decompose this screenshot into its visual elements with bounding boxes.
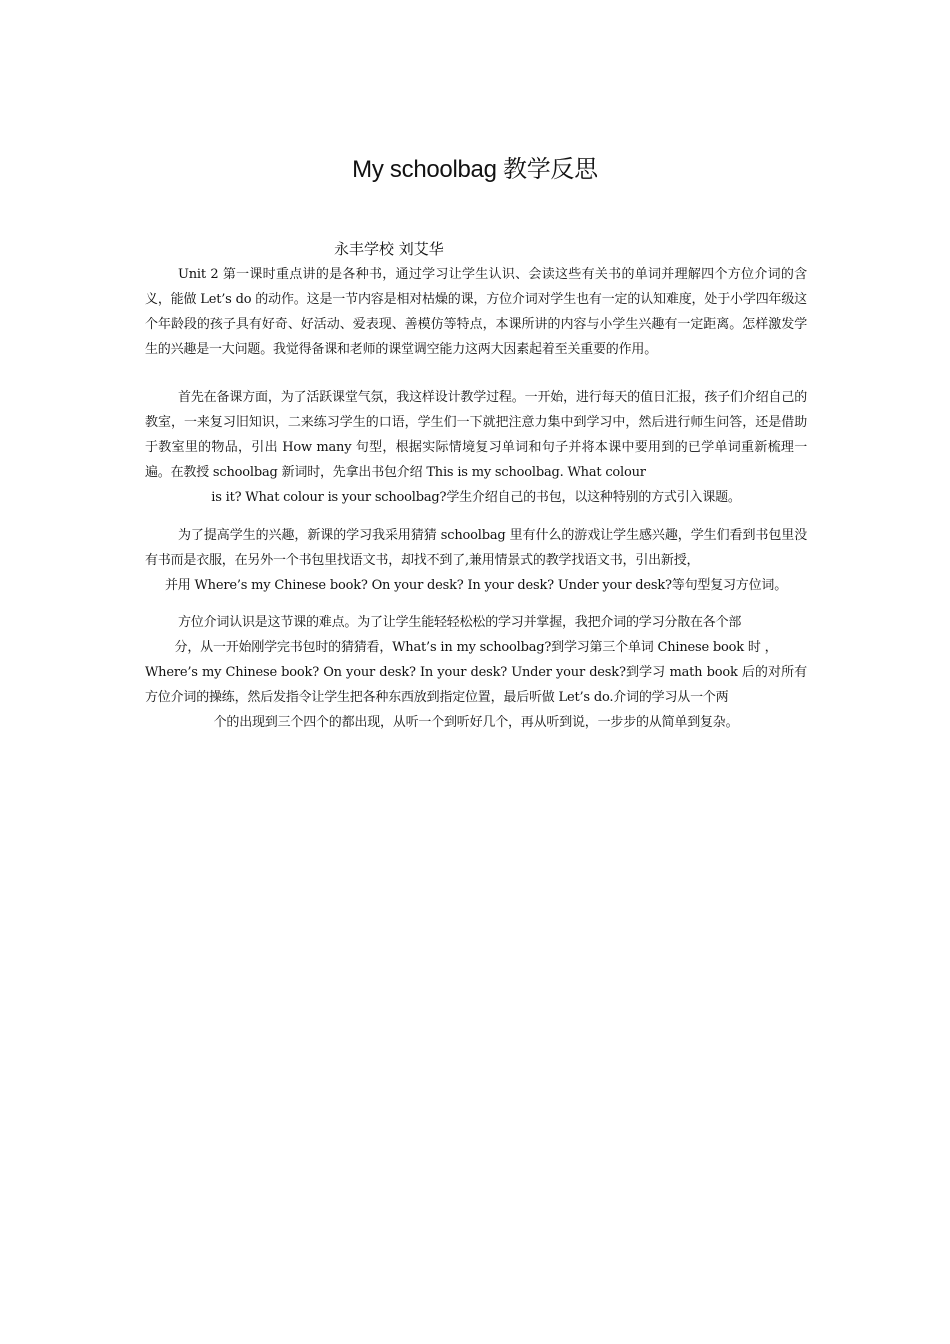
document-author: 永丰学校 刘艾华 [334,240,444,258]
paragraph-4-line-2: 分，从一开始刚学完书包时的猜猜看，What’s in my schoolbag?到学习第三个单词 Chinese book 时 ， [174,640,778,655]
paragraph-2 [145,385,807,510]
paragraph-3-line-2: 并用 Where’s my Chinese book? On your desk? In your desk? Under your desk?等句型复习方位词。 [164,578,788,593]
paragraph-2-line-1: 首先在备课方面，为了活跃课堂气氛，我这样设计教学过程。一开始，进行每天的值日汇报，孩子们介绍自己的教室，一来复习旧知识，二来练习学生的口语，学生们一下就把注意力集中到学习中，然后进行师生问答，还是借助于教室里的物品，引出 How many 句型，根据实际情境复习单词和句子并将本课中要用到的已学单词重新梳理一遍。在教授 schoolbag 新词时，先拿出书包介绍 This is my schoolbag. What colour [145,390,807,480]
paragraph-1-line-1: Unit 2 第一课时重点讲的是各种书，通过学习让学生认识、会读这些有关书的单词并理解四个方位介词的含义，能做 Let’s do 的动作。这是一节内容是相对枯燥的课，方位介词对学生也有一定的认知难度，处于小学四年级这个年龄段的孩子具有好奇、好活动、爱表现、善模仿等特点，本课所讲的内容与小学生兴趣有一定距离。怎样激发学生的兴趣是一大问题。我觉得备课和老师的课堂调空能力这两大因素起着至关重要的作用。 [145,267,807,357]
paragraph-2-line-2: is it? What colour is your schoolbag?学生介绍自己的书包，以这种特别的方式引入课题。 [211,490,741,505]
paragraph-3-line-1: 为了提高学生的兴趣，新课的学习我采用猜猜 schoolbag 里有什么的游戏让学生感兴趣，学生们看到书包里没有书而是衣服，在另外一个书包里找语文书，却找不到了,兼用情景式的教学找语文书，引出新授， [145,528,807,568]
document-title: My schoolbag 教学反思 [352,156,598,183]
paragraph-4-line-1: 方位介词认识是这节课的难点。为了让学生能轻轻松松的学习并掌握，我把介词的学习分散在各个部 [178,615,742,630]
paragraph-3 [145,523,807,598]
paragraph-4 [145,610,807,735]
paragraph-4-line-4: 个的出现到三个四个的都出现，从听一个到听好几个，再从听到说，一步步的从简单到复杂。 [213,715,739,730]
paragraph-1 [145,262,807,362]
paragraph-4-line-3: Where’s my Chinese book? On your desk? In your desk? Under your desk?到学习 math book 后的对所有方位介词的操练，然后发指令让学生把各种东西放到指定位置，最后听做 Let’s do.介词的学习从一个两 [145,665,807,705]
